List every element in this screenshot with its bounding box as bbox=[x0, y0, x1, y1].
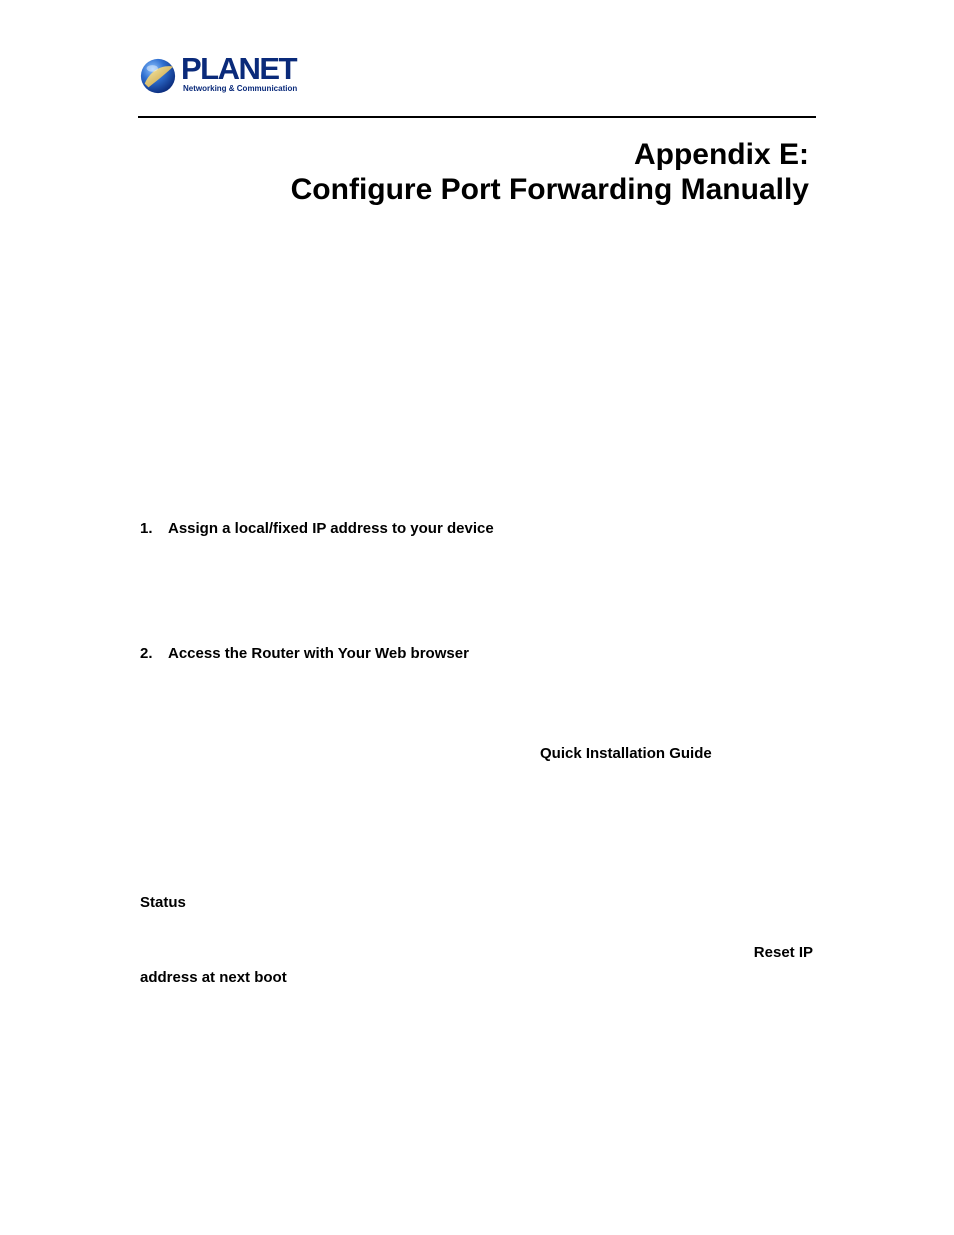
next-boot-label: address at next boot bbox=[140, 969, 287, 986]
title-line-1: Appendix E: bbox=[633, 138, 809, 171]
step-2 bbox=[140, 645, 469, 662]
reset-ip-label: Reset IP bbox=[753, 944, 813, 961]
page-title bbox=[291, 137, 809, 207]
header-rule bbox=[138, 116, 816, 118]
quick-installation-guide-ref: Quick Installation Guide bbox=[540, 745, 712, 762]
globe-icon bbox=[139, 57, 177, 95]
step-2-number: 2. bbox=[140, 645, 153, 662]
status-label: Status bbox=[140, 894, 186, 911]
brand-tagline: Networking & Communication bbox=[183, 84, 298, 93]
brand-name: PLANET bbox=[181, 51, 296, 86]
planet-logo bbox=[139, 51, 298, 97]
step-2-text: Access the Router with Your Web browser bbox=[168, 645, 469, 662]
step-1-text: Assign a local/fixed IP address to your device bbox=[168, 520, 494, 537]
title-line-2: Configure Port Forwarding Manually bbox=[290, 173, 809, 206]
step-1 bbox=[140, 520, 494, 537]
step-1-number: 1. bbox=[140, 520, 153, 537]
